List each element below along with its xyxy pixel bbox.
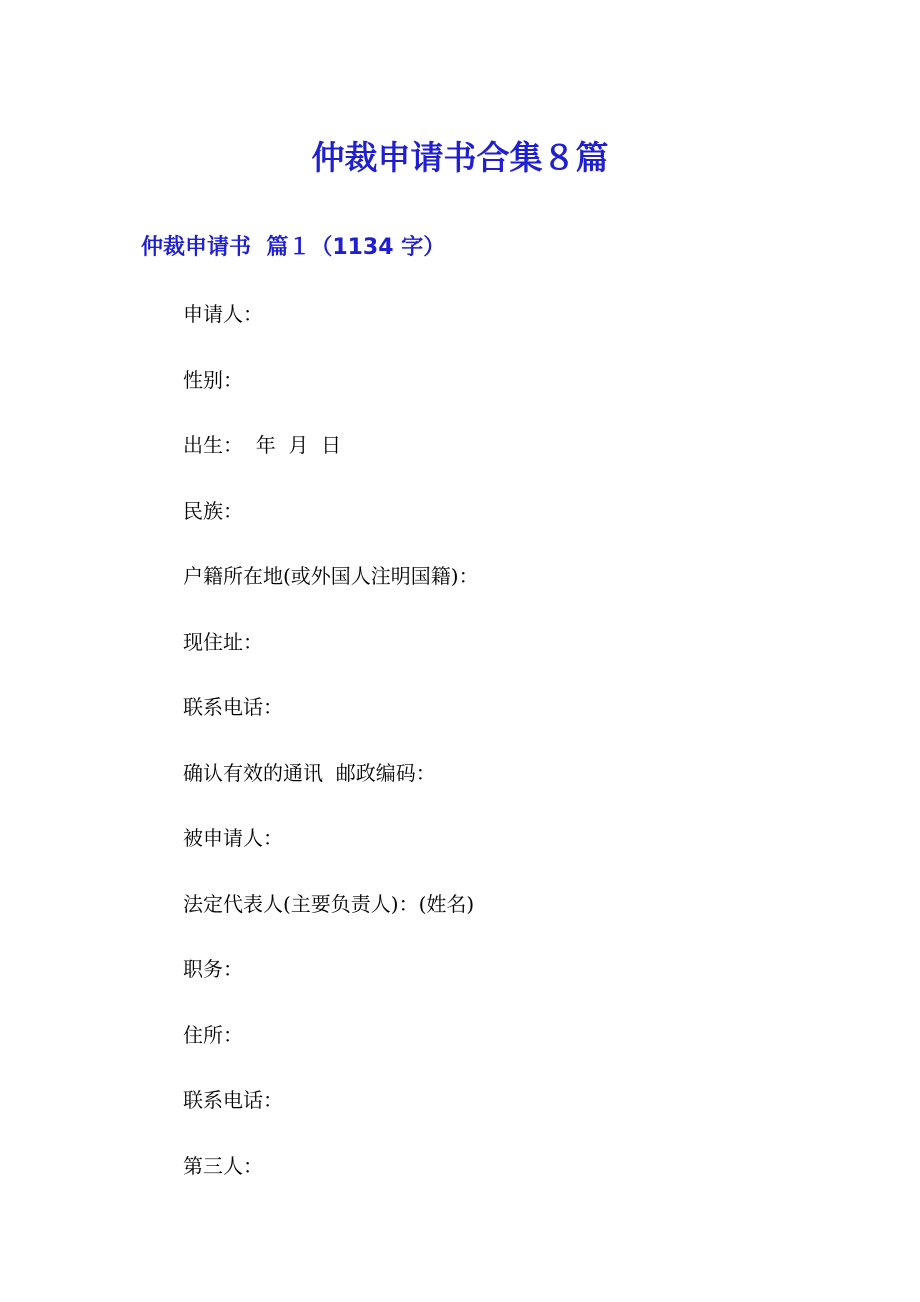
field-respondent-phone: 联系电话： (183, 1088, 283, 1112)
form-field-list (183, 298, 479, 1215)
field-respondent: 被申请人： (183, 826, 283, 850)
document-title: 仲裁申请书合集８篇 (311, 138, 609, 177)
field-postal-code: 确认有效的通讯 邮政编码： (183, 760, 436, 785)
field-ethnicity: 民族： (183, 498, 243, 523)
field-domicile: 住所： (183, 1022, 243, 1047)
field-birth-date: 出生： 年 月 日 (183, 433, 342, 457)
field-household-registration: 户籍所在地(或外国人注明国籍)： (183, 564, 479, 588)
field-current-address: 现住址： (183, 629, 263, 654)
field-third-party: 第三人： (183, 1153, 263, 1178)
field-applicant: 申请人： (183, 302, 263, 326)
field-position: 职务： (183, 957, 243, 981)
field-gender: 性别： (183, 367, 243, 392)
section-heading: 仲裁申请书 篇１（1134 字） (141, 235, 446, 260)
field-legal-representative: 法定代表人(主要负责人)：(姓名) (183, 891, 475, 916)
field-phone: 联系电话： (183, 695, 283, 719)
